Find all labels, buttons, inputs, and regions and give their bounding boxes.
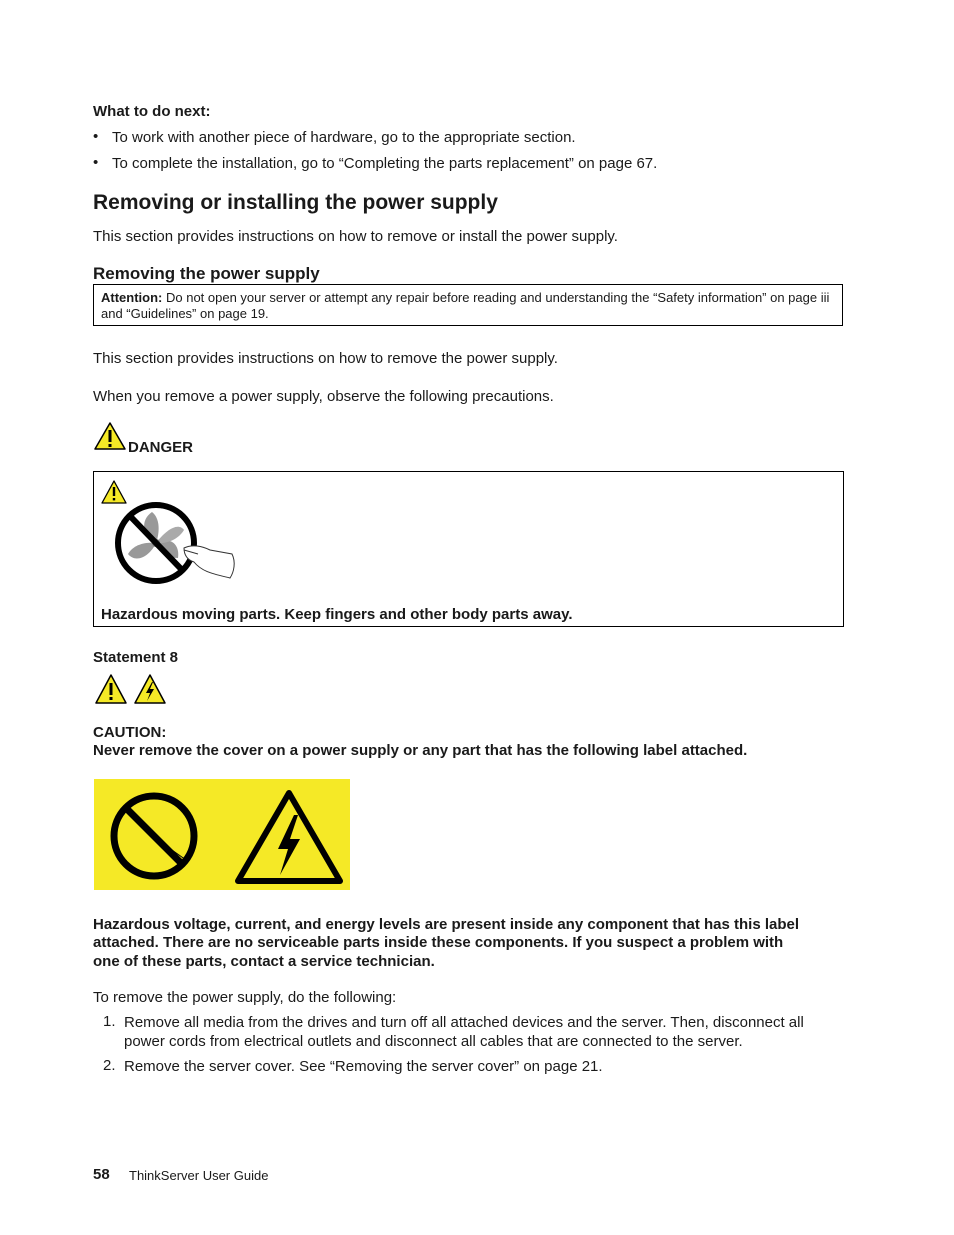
- danger-label: DANGER: [128, 439, 194, 456]
- hazard-text-line: attached. There are no serviceable parts inside these components. If you suspect a problem with: [93, 934, 784, 951]
- bullet-dot: •: [93, 128, 99, 145]
- bullet-dot: •: [93, 154, 99, 171]
- attention-box: [93, 284, 843, 326]
- electrical-hazard-icon: [133, 673, 167, 705]
- danger-box-text: Hazardous moving parts. Keep fingers and other body parts away.: [101, 606, 573, 623]
- step-text-line: power cords from electrical outlets and disconnect all cables that are connected to the server.: [124, 1033, 743, 1050]
- what-next-item-hardware: To work with another piece of hardware, go to the appropriate section.: [112, 129, 576, 146]
- attention-label: Attention:: [101, 290, 163, 305]
- hazard-text-line: Hazardous voltage, current, and energy levels are present inside any component that has this label: [93, 916, 800, 933]
- section-intro: This section provides instructions on how to remove or install the power supply.: [93, 228, 618, 245]
- step-text-line: Remove all media from the drives and turn off all attached devices and the server. Then, disconnect all: [124, 1014, 804, 1031]
- step-number: 2.: [103, 1057, 116, 1074]
- subsection-title: Removing the power supply: [93, 264, 320, 283]
- precautions-intro: When you remove a power supply, observe the following precautions.: [93, 388, 554, 405]
- removal-intro: This section provides instructions on how to remove the power supply.: [93, 350, 558, 367]
- what-next-item-completing: To complete the installation, go to “Completing the parts replacement” on page 67.: [112, 155, 658, 172]
- high-voltage-icon: [234, 789, 344, 885]
- danger-box: [93, 471, 844, 627]
- hazard-text-line: one of these parts, contact a service technician.: [93, 953, 435, 970]
- section-title: Removing or installing the power supply: [93, 191, 498, 214]
- fan-hand-prohibition-icon: [114, 500, 239, 585]
- no-tool-prohibition-icon: [108, 792, 200, 880]
- hazard-label-image: [94, 779, 350, 890]
- warning-triangle-icon: [94, 673, 128, 705]
- what-next-heading: What to do next:: [93, 103, 211, 120]
- caution-text: Never remove the cover on a power supply or any part that has the following label attached.: [93, 742, 748, 759]
- attention-text: Do not open your server or attempt any repair before reading and understanding the “Safety information” on page iii and “Guidelines” on page 19.: [101, 290, 830, 321]
- footer-doc-title: ThinkServer User Guide: [129, 1168, 269, 1183]
- step-text-line: Remove the server cover. See “Removing the server cover” on page 21.: [124, 1058, 603, 1075]
- warning-triangle-icon: [93, 421, 127, 451]
- page-number: 58: [93, 1166, 110, 1183]
- statement-label: Statement 8: [93, 649, 179, 666]
- step-number: 1.: [103, 1013, 116, 1030]
- caution-label: CAUTION:: [93, 724, 167, 741]
- procedure-intro: To remove the power supply, do the following:: [93, 989, 397, 1006]
